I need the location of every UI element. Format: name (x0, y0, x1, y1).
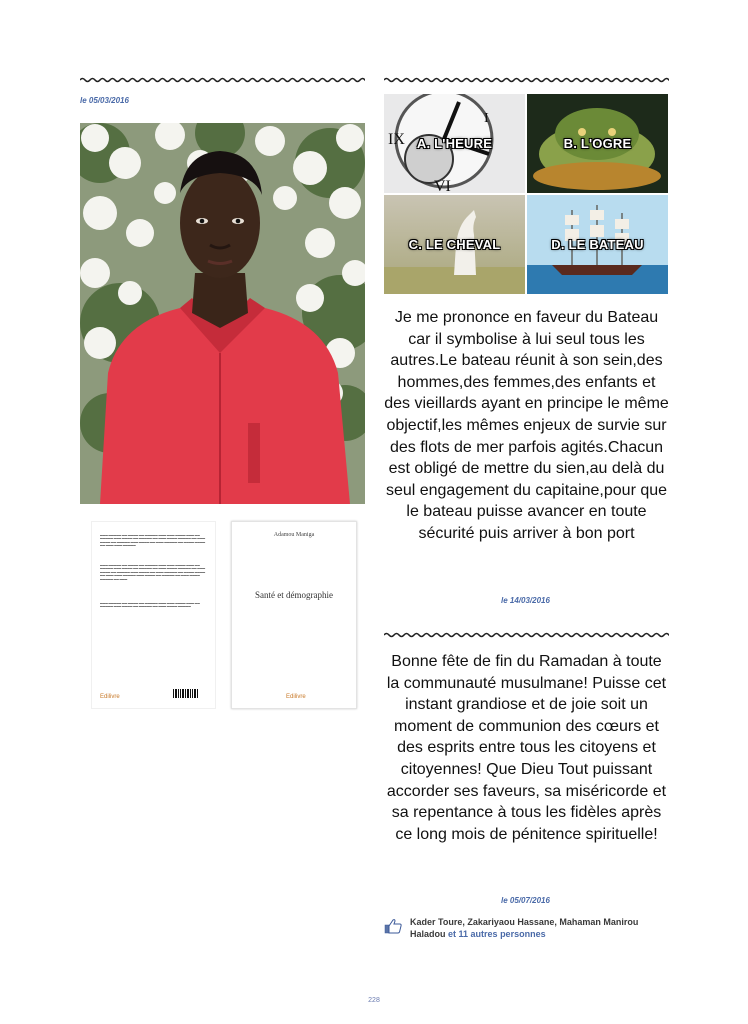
post-date: le 05/03/2016 (80, 96, 129, 105)
quiz-option-b-label: B. L'OGRE (563, 136, 632, 151)
svg-text:VI: VI (434, 178, 451, 193)
svg-text:I: I (484, 111, 489, 126)
book-author: Adamou Maniga (273, 532, 315, 538)
quiz-image-grid (384, 94, 669, 294)
wavy-divider-right-middle (384, 631, 669, 639)
barcode (172, 688, 200, 700)
page-number: 228 (368, 997, 380, 1004)
book-front-cover (231, 521, 357, 709)
back-cover-blurb: ▬▬▬ ▬▬▬▬▬ ▬▬ ▬▬▬▬ ▬▬ ▬▬▬▬▬ ▬▬▬ ▬▬▬ ▬▬▬▬ ▬▬▬ ▬▬ ▬▬▬▬▬ ▬▬▬ ▬▬▬▬ ▬▬ ▬▬▬▬▬ ▬▬ ▬▬▬ ▬▬▬▬ ▬▬▬▬▬ ▬▬ ▬▬▬ ▬▬▬▬ ▬▬ ▬▬▬▬▬ ▬▬▬ ▬▬▬▬ ▬▬ ▬▬▬ ▬▬▬▬▬ ▬▬ ▬▬▬▬ ▬▬▬▬ ▬▬ ▬▬▬ ▬▬▬ ▬▬▬▬▬ (100, 534, 206, 548)
post-text-bateau: Je me prononce en faveur du Bateau car il symbolise à lui seul tous les autres.Le bateau réunit à son sein,des hommes,des femmes,des enfants et des vieillards ayant en principe le même objectif,les mêmes enjeux de survie sur des flots de mer parfois agités.Chacun est obligé de mettre du sien,au delà du seul engagement du capitaine,pour que le bateau puisse avancer en toute sécurité puis arriver à bon port (384, 309, 669, 542)
book-title: Santé et démographie (255, 590, 333, 600)
thumbs-up-icon[interactable] (384, 918, 402, 934)
portrait-illustration (80, 123, 365, 504)
quiz-option-boat (527, 195, 668, 294)
likes-summary (410, 916, 670, 940)
back-cover-publisher: Edilivre (100, 694, 120, 700)
likes-more-link[interactable]: et 11 autres personnes (448, 929, 546, 939)
quiz-option-clock (384, 94, 525, 193)
post-date: le 05/07/2016 (501, 896, 550, 905)
quiz-option-ogre (527, 94, 668, 193)
quiz-option-c-label: C. LE CHEVAL (408, 237, 501, 252)
book-back-cover (91, 521, 216, 709)
back-cover-bio: ▬▬▬ ▬▬▬▬▬ ▬▬ ▬▬▬▬ ▬▬ ▬▬▬▬▬ ▬▬▬ ▬▬▬ ▬▬▬▬ ▬▬▬ ▬▬ ▬▬▬▬▬ ▬▬▬ ▬▬▬▬ ▬▬ ▬▬▬▬▬ ▬▬ ▬▬▬ ▬▬▬▬ ▬▬▬▬▬ ▬▬ ▬▬▬ ▬▬▬▬ ▬▬ ▬▬▬▬▬ ▬▬▬ ▬▬▬▬ ▬▬ ▬▬▬ ▬▬▬▬▬ ▬▬ ▬▬▬▬ ▬▬▬▬ ▬▬ ▬▬▬ ▬▬▬ ▬▬▬▬▬ ▬▬▬ ▬▬▬▬ ▬▬ ▬▬▬▬▬ ▬▬ ▬▬▬ ▬▬▬▬ ▬▬▬▬▬ ▬▬ ▬▬▬ (100, 564, 206, 581)
back-cover-summary: ▬▬▬ ▬▬▬▬▬ ▬▬ ▬▬▬▬ ▬▬ ▬▬▬▬▬ ▬▬▬ ▬▬▬ ▬▬▬▬ ▬▬▬ ▬▬ ▬▬▬▬▬ ▬▬▬ ▬▬▬▬ ▬▬ ▬▬▬▬▬ ▬▬ ▬▬▬ ▬▬▬▬ ▬▬▬▬▬ (100, 602, 200, 609)
front-cover-publisher: Edilivre (286, 694, 306, 700)
wavy-divider-right-top (384, 76, 669, 84)
svg-text:IX: IX (388, 131, 405, 148)
quiz-option-d-label: D. LE BATEAU (551, 237, 644, 252)
portrait-photo (80, 123, 365, 504)
post-text-ramadan: Bonne fête de fin du Ramadan à toute la communauté musulmane! Puisse cet instant grandiose et de joie soit un moment de communion des cœurs et des esprits entre tous les citoyens et citoyennes! Que Dieu Tout puissant accorder ses faveurs, sa miséricorde et sa repentance à tous les fidèles après ce long mois de pénitence spirituelle! (386, 653, 667, 843)
quiz-option-horse (384, 195, 525, 294)
likes-names[interactable]: Kader Toure, Zakariyaou Hassane, Mahaman Manirou Haladou (410, 917, 639, 939)
wavy-divider-left (80, 76, 365, 84)
quiz-option-a-label: A. L'HEURE (416, 136, 493, 151)
post-date: le 14/03/2016 (501, 596, 550, 605)
